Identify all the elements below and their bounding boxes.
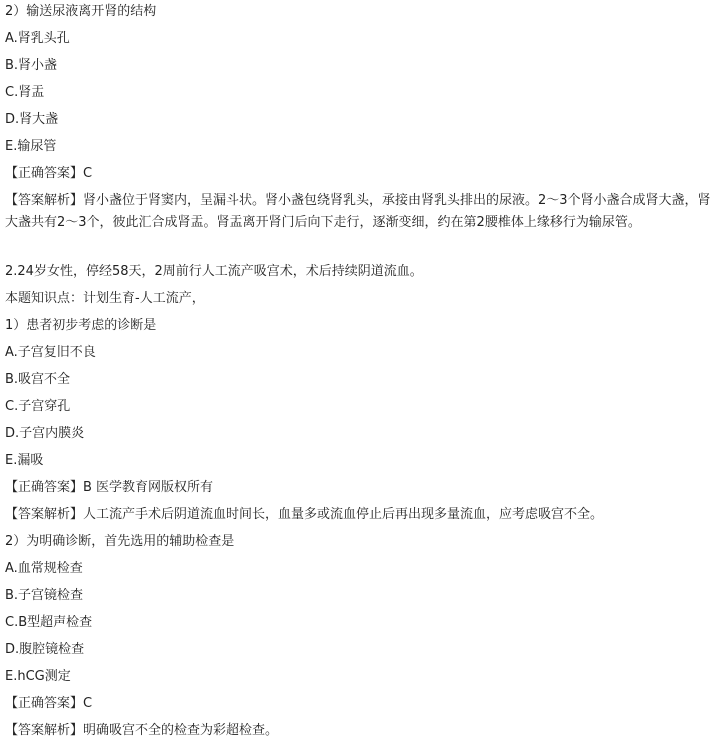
knowledge-point: 本题知识点：计划生育-人工流产， [5, 291, 205, 306]
option-a: A.子宫复旧不良 [5, 345, 96, 360]
answer-analysis: 【答案解析】肾小盏位于肾窦内，呈漏斗状。肾小盏包绕肾乳头，承接由肾乳头排出的尿液。2～3个肾小盏合成肾大盏，肾大盏共有2～3个，彼此汇合成肾盂。肾盂离开肾门后向下走行，逐渐变细，约在第2腰椎体上缘移行为输尿管。 [5, 193, 711, 230]
option-d: D.肾大盏 [5, 112, 59, 127]
option-d: D.子宫内膜炎 [5, 426, 85, 441]
option-b: B.吸宫不全 [5, 372, 71, 387]
option-e: E.hCG测定 [5, 669, 71, 684]
option-d: D.腹腔镜检查 [5, 642, 85, 657]
correct-answer: 【正确答案】B 医学教育网版权所有 [5, 480, 214, 495]
option-a: A.血常规检查 [5, 561, 83, 576]
question-stem: 1）患者初步考虑的诊断是 [5, 318, 157, 333]
option-c: C.B型超声检查 [5, 615, 93, 630]
correct-answer: 【正确答案】C [5, 166, 93, 181]
option-b: B.子宫镜检查 [5, 588, 84, 603]
question-stem: 2）为明确诊断，首先选用的辅助检查是 [5, 534, 235, 549]
question-stem: 2）输送尿液离开肾的结构 [5, 4, 157, 19]
answer-analysis: 【答案解析】明确吸宫不全的检查为彩超检查。 [5, 723, 279, 738]
option-e: E.漏吸 [5, 453, 44, 468]
option-c: C.肾盂 [5, 85, 45, 100]
option-c: C.子宫穿孔 [5, 399, 71, 414]
case-description: 2.24岁女性，停经58天，2周前行人工流产吸宫术，术后持续阴道流血。 [5, 264, 423, 279]
option-a: A.肾乳头孔 [5, 31, 70, 46]
correct-answer: 【正确答案】C [5, 696, 93, 711]
answer-analysis: 【答案解析】人工流产手术后阴道流血时间长，血量多或流血停止后再出现多量流血，应考虑吸宫不全。 [5, 507, 604, 522]
option-b: B.肾小盏 [5, 58, 58, 73]
option-e: E.输尿管 [5, 139, 57, 154]
